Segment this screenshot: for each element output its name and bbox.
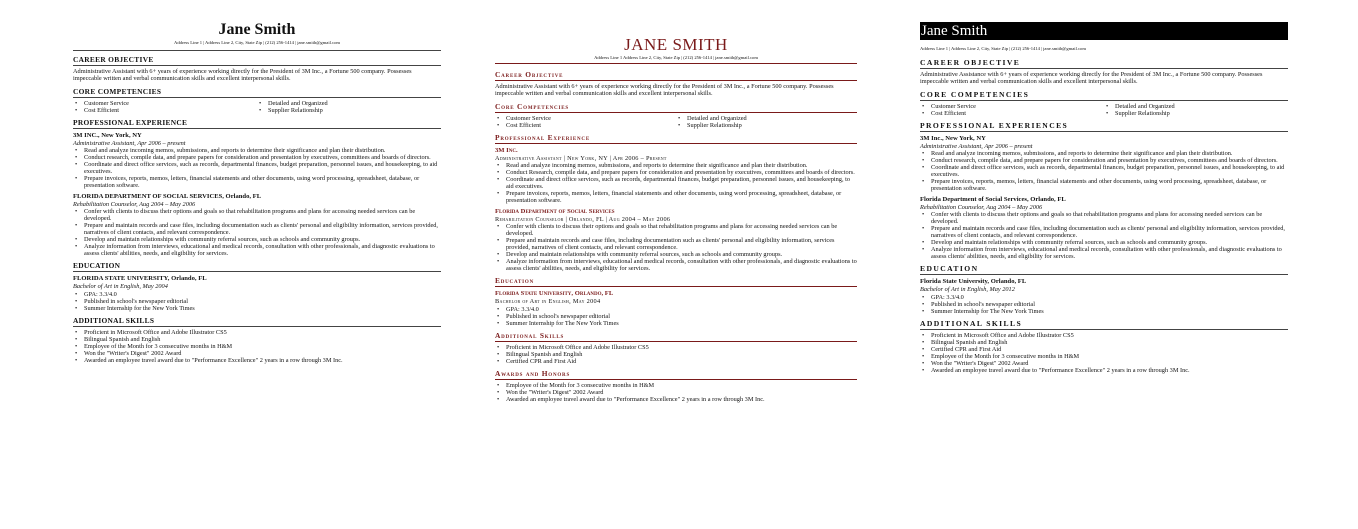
award-bullet: • Won the "Writer's Digest" 2002 Award <box>495 389 857 396</box>
section-title-skills: ADDITIONAL SKILLS <box>73 316 441 327</box>
job-bullet: • Confer with clients to discuss their options and goals so that rehabilitation programs and plans for accessing needed services can be developed. <box>73 208 441 222</box>
section-title-education: EDUCATION <box>920 264 1288 275</box>
resume-name: Jane Smith <box>920 22 1288 40</box>
section-title-experience: Professional Experience <box>495 133 857 144</box>
job-bullet: • Conduct research, compile data, and prepare papers for consideration and presentation by executives, committees and boards of directors. <box>920 157 1288 164</box>
skill-bullet: • Proficient in Microsoft Office and Adobe Illustrator CS5 <box>495 344 857 351</box>
job-bullet: • Develop and maintain relationships with community referral sources, such as schools and community groups. <box>920 239 1288 246</box>
job-bullet: • Prepare and maintain records and case files, including documentation such as clients' personal and eligibility information, services provided, narratives of client contacts, and relevant correspondence. <box>73 222 441 236</box>
job-bullet: • Analyze information from interviews, educational and medical records, consultation with other professionals, and diagnostic evaluations to assess clients' abilities, needs, and eligibility for services. <box>920 246 1288 260</box>
competency-item: • Supplier Relationship <box>1104 110 1288 117</box>
competency-item: • Supplier Relationship <box>257 107 441 114</box>
education-bullet: • Summer Internship for the New York Times <box>73 305 441 312</box>
resume-name: Jane Smith <box>218 21 296 38</box>
school-name: Florida State University, Orlando, FL <box>495 290 614 298</box>
section-title-skills: Additional Skills <box>495 331 857 342</box>
objective-text: Administrative Assistance with 6+ years of experience working directly for the President of 3M Inc., a Fortune 500 company. Possesses impeccable written and verbal communication skills and excellent interpersonal skills. <box>920 71 1263 86</box>
job-bullet: • Develop and maintain relationships with community referral sources, such as schools and community groups. <box>73 236 441 243</box>
skill-bullet: • Proficient in Microsoft Office and Adobe Illustrator CS5 <box>73 329 441 336</box>
skill-bullet: • Employee of the Month for 3 consecutive months in H&M <box>73 343 441 350</box>
job-bullet: • Conduct Research, compile data, and prepare papers for consideration and presentation by executives, committees and boards of directors. <box>495 169 857 176</box>
job-bullet: • Coordinate and direct office services, such as records, departmental finances, budget preparation, personnel issues, and housekeeping, to aid executives. <box>920 164 1288 178</box>
job-employer: 3M Inc., New York, NY <box>920 134 986 142</box>
education-bullet: • Published in school's newspaper editorial <box>73 298 441 305</box>
skill-bullet: • Won the "Writer's Digest" 2002 Award <box>920 360 1288 367</box>
job-role: Administrative Assistant | New York, NY | Apr 2006 – Present <box>495 154 667 162</box>
competency-item: • Customer Service <box>495 115 676 122</box>
school-name: Florida State University, Orlando, FL <box>920 278 1027 286</box>
job-bullet: • Analyze information from interviews, educational and medical records, consultation with other professionals, and diagnostic evaluations to assess clients' abilities, needs, and eligibility for services. <box>73 243 441 257</box>
skill-bullet: • Certified CPR and First Aid <box>920 346 1288 353</box>
job-bullet: • Develop and maintain relationships with community referral sources, such as schools and community groups. <box>495 251 857 258</box>
education-bullet: • Published in school's newspaper editorial <box>495 313 857 320</box>
degree: Bachelor of Art in English, May 2012 <box>920 286 1015 294</box>
section-title-objective: CAREER OBJECTIVE <box>920 58 1288 69</box>
competency-item: • Detailed and Organized <box>1104 103 1288 110</box>
job-bullet: • Conduct research, compile data, and prepare papers for consideration and presentation by executives, committees and boards of directors. <box>73 154 441 161</box>
skill-bullet: • Awarded an employee travel award due to "Performance Excellence" 2 years in a row through 3M Inc. <box>920 367 1288 374</box>
competency-item: • Customer Service <box>73 100 257 107</box>
school-name: FLORIDA STATE UNIVERSITY, Orlando, FL <box>73 275 207 283</box>
job-employer: 3M Inc. <box>495 146 518 154</box>
job-role: Rehabilitation Counselor | Orlando, FL | Aug 2004 – May 2006 <box>495 215 671 223</box>
header-divider <box>73 50 441 51</box>
job-employer: Florida Department of Social Services <box>495 207 615 215</box>
competencies-list <box>73 100 441 114</box>
contact-line: Address Line 1 | Address Line 2, City, State Zip | (212) 256-1414 | jane.smith@gmail.com <box>174 40 340 45</box>
job-bullet: • Analyze information from interviews, educational and medical records, consultation with other professionals, and diagnostic evaluations to assess clients' abilities, needs, and eligibility for services. <box>495 258 857 272</box>
skill-bullet: • Bilingual Spanish and English <box>73 336 441 343</box>
skill-bullet: • Employee of the Month for 3 consecutive months in H&M <box>920 353 1288 360</box>
competencies-list <box>920 103 1288 117</box>
job-bullet: • Prepare and maintain records and case files, including documentation such as clients' personal and eligibility information, services provided, narratives of client contacts, and relevant correspondence. <box>495 237 857 251</box>
job-bullet: • Read and analyze incoming memos, submissions, and reports to determine their significance and plan their distribution. <box>73 147 441 154</box>
contact-line: Address Line 1 Address Line 2, City, State Zip | (212) 256-1414 | jane.smith@gmail.com <box>495 55 857 64</box>
education-bullet: • Summer Internship for The New York Times <box>495 320 857 327</box>
resume-modern <box>920 0 1288 374</box>
resume-name: JANE SMITH <box>624 35 728 54</box>
degree: Bachelor of Art in English, May 2004 <box>495 298 601 306</box>
competency-item: • Cost Efficient <box>920 110 1104 117</box>
resume-elegant <box>495 0 857 403</box>
education-bullet: • Summer Internship for The New York Times <box>920 308 1288 315</box>
job-bullet: • Prepare invoices, reports, memos, letters, financial statements and other documents, using word processing, spreadsheet, database, or presentation software. <box>73 175 441 189</box>
objective-text: Administrative Assistant with 6+ years of experience working directly for the President of 3M Inc., a Fortune 500 company. Possesses impeccable written and verbal communication skills and excellent interpersonal skills. <box>495 83 834 98</box>
skill-bullet: • Won the "Writer's Digest" 2002 Award <box>73 350 441 357</box>
award-bullet: • Awarded an employee travel award due to "Performance Excellence" 2 years in a row through 3M Inc. <box>495 396 857 403</box>
competencies-list <box>495 115 857 129</box>
job-bullet: • Coordinate and direct office services, such as records, departmental finances, budget preparation, personnel issues, and housekeeping, to aid executives. <box>495 176 857 190</box>
competency-item: • Cost Efficient <box>495 122 676 129</box>
competency-item: • Detailed and Organized <box>676 115 857 122</box>
section-title-competencies: CORE COMPETENCIES <box>920 90 1288 101</box>
education-bullet: • GPA: 3.3/4.0 <box>920 294 1288 301</box>
job-employer: Florida Department of Social Services, Orlando, FL <box>920 195 1066 203</box>
section-title-objective: CAREER OBJECTIVE <box>73 55 441 66</box>
skill-bullet: • Certified CPR and First Aid <box>495 358 857 365</box>
section-title-education: Education <box>495 276 857 287</box>
competency-item: • Supplier Relationship <box>676 122 857 129</box>
section-title-competencies: CORE COMPETENCIES <box>73 87 441 98</box>
job-bullet: • Prepare and maintain records and case files, including documentation such as clients' personal and eligibility information, services provided, narratives of client contacts, and relevant correspondence. <box>920 225 1288 239</box>
skill-bullet: • Proficient in Microsoft Office and Adobe Illustrator CS5 <box>920 332 1288 339</box>
education-bullet: • Published in school's newspaper editorial <box>920 301 1288 308</box>
job-bullet: • Confer with clients to discuss their options and goals so that rehabilitation programs and plans for accessing needed services can be developed. <box>495 223 857 237</box>
education-bullet: • GPA: 3.3/4.0 <box>495 306 857 313</box>
job-employer: 3M INC., New York, NY <box>73 131 142 139</box>
resume-classic <box>73 0 441 364</box>
job-role: Administrative Assistant, Apr 2006 – present <box>73 139 186 147</box>
job-bullet: • Prepare invoices, reports, memos, letters, financial statements and other documents, using word processing, spreadsheet, database, or presentation software. <box>920 178 1288 192</box>
skill-bullet: • Awarded an employee travel award due to "Performance Excellence" 2 years in a row through 3M Inc. <box>73 357 441 364</box>
award-bullet: • Employee of the Month for 3 consecutive months in H&M <box>495 382 857 389</box>
section-title-skills: ADDITIONAL SKILLS <box>920 319 1288 330</box>
section-title-competencies: Core Competencies <box>495 102 857 113</box>
competency-item: • Customer Service <box>920 103 1104 110</box>
section-title-experience: PROFESSIONAL EXPERIENCES <box>920 121 1288 132</box>
competency-item: • Detailed and Organized <box>257 100 441 107</box>
contact-line: Address Line 1 | Address Line 2, City, State Zip | (212) 256-1414 | jane.smith@gmail.com <box>920 46 1086 51</box>
job-bullet: • Prepare invoices, reports, memos, letters, financial statements and other documents, using word processing, spreadsheet, database, or presentation software. <box>495 190 857 204</box>
section-title-experience: PROFESSIONAL EXPERIENCE <box>73 118 441 129</box>
skill-bullet: • Bilingual Spanish and English <box>920 339 1288 346</box>
job-role: Rehabilitation Counselor, Aug 2004 – May 2006 <box>73 200 196 208</box>
objective-text: Administrative Assistant with 6+ years of experience working directly for the President of 3M Inc., a Fortune 500 company. Possesses impeccable written and verbal communication skills and excellent interpersonal skills. <box>73 68 412 83</box>
job-bullet: • Coordinate and direct office services, such as records, departmental finances, budget preparation, personnel issues, and housekeeping, to aid executives. <box>73 161 441 175</box>
job-role: Rehabilitation Counselor, Aug 2004 – May 2006 <box>920 203 1043 211</box>
section-title-awards: Awards and Honors <box>495 369 857 380</box>
skill-bullet: • Bilingual Spanish and English <box>495 351 857 358</box>
job-bullet: • Confer with clients to discuss their options and goals so that rehabilitation programs and plans for accessing needed services can be developed. <box>920 211 1288 225</box>
degree: Bachelor of Art in English, May 2004 <box>73 283 168 291</box>
section-title-objective: Career Objective <box>495 70 857 81</box>
job-role: Administrative Assistant, Apr 2006 – present <box>920 142 1033 150</box>
job-bullet: • Read and analyze incoming memos, submissions, and reports to determine their significance and plan their distribution. <box>495 162 857 169</box>
education-bullet: • GPA: 3.3/4.0 <box>73 291 441 298</box>
job-bullet: • Read and analyze incoming memos, submissions, and reports to determine their significance and plan their distribution. <box>920 150 1288 157</box>
section-title-education: EDUCATION <box>73 261 441 272</box>
competency-item: • Cost Efficient <box>73 107 257 114</box>
job-employer: FLORIDA DEPARTMENT OF SOCIAL SERVICES, Orlando, FL <box>73 192 262 200</box>
